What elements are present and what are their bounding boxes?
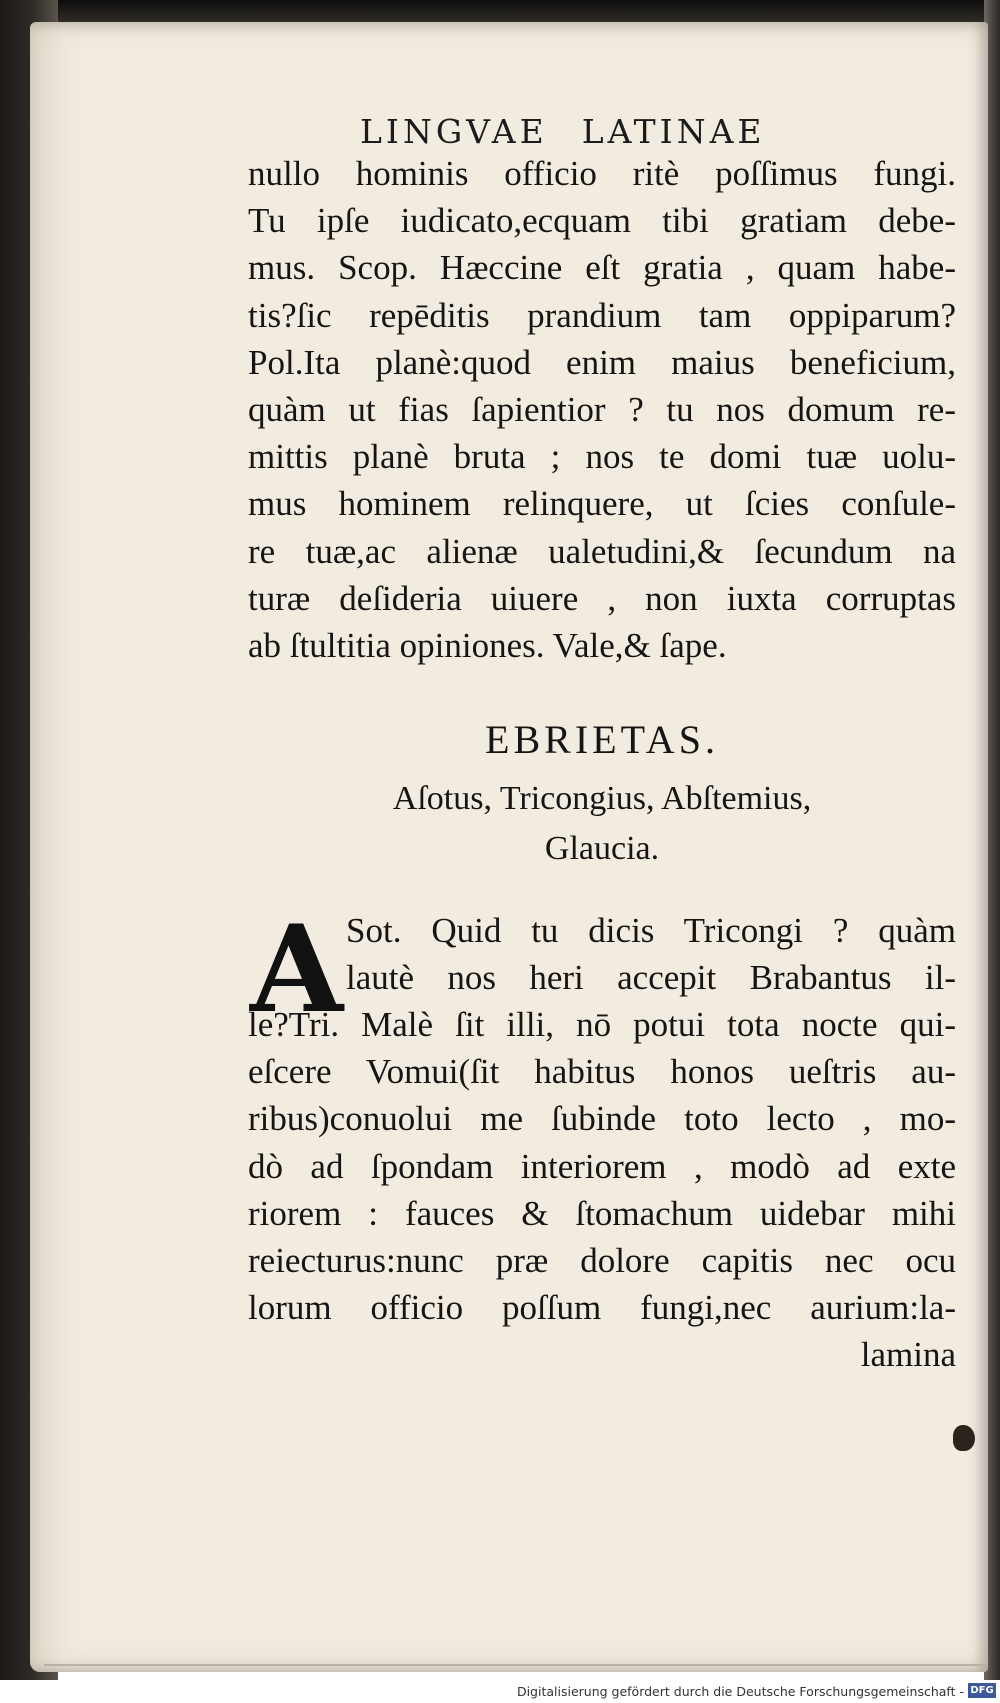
running-head xyxy=(360,112,830,151)
paragraph-1 xyxy=(248,150,956,669)
paragraph-2-indented xyxy=(346,907,956,1001)
text-line: riorem : fauces & ſtomachum uidebar mihi xyxy=(248,1193,956,1233)
text-line: quàm ut fias ſapientior ? tu nos domum re- xyxy=(248,390,956,430)
page-edge-line xyxy=(44,1664,988,1666)
speaker-line: Aſotus, Tricongius, Abſtemius, xyxy=(392,780,812,817)
text-line: le?Tri. Malè ſit illi, nō potui tota nocte qui- xyxy=(248,1005,956,1044)
text-line: Tu ipſe iudicato,ecquam tibi gratiam debe- xyxy=(248,201,956,241)
text-line: mus. Scop. Hæccine eſt gratia , quam habe- xyxy=(248,248,956,288)
paragraph-2 xyxy=(248,1001,956,1379)
speaker-line: Glaucia. xyxy=(544,830,660,867)
text-line: Sot. Quid tu dicis Tricongi ? quàm xyxy=(346,911,956,950)
text-line: reiecturus:nunc præ dolore capitis nec ocu xyxy=(248,1241,956,1281)
text-line: mittis planè bruta ; nos te domi tuæ uolu- xyxy=(248,437,956,477)
text-line: eſcere Vomui(ſit habitus honos ueſtris au- xyxy=(248,1052,956,1092)
drop-cap: A xyxy=(250,899,344,1040)
funding-credit: Digitalisierung gefördert durch die Deutsche Forschungsgemeinschaft - xyxy=(516,1684,964,1699)
text-line: ribus)conuolui me ſubinde toto lecto , mo- xyxy=(248,1099,956,1139)
text-line: ab ſtultitia opiniones. Vale,& ſape. xyxy=(248,626,727,666)
footer-bar xyxy=(0,1680,1000,1703)
text-line: lautè nos heri accepit Brabantus il- xyxy=(346,958,956,998)
running-head-word-1: LINGVAE xyxy=(360,112,548,151)
text-line: Pol.Ita planè:quod enim maius beneficium, xyxy=(248,342,956,382)
text-line: nullo hominis officio ritè poſſimus fungi. xyxy=(248,154,956,193)
text-line: tis?ſic repēditis prandium tam oppiparum? xyxy=(248,295,956,335)
text-line: turæ deſideria uiuere , non iuxta corruptas xyxy=(248,578,956,618)
text-line: dò ad ſpondam interiorem , modò ad exte xyxy=(248,1146,956,1186)
text-line: re tuæ,ac alienæ ualetudini,& ſecundum na xyxy=(248,531,956,571)
speaker-list xyxy=(248,774,956,874)
text-line: mus hominem relinquere, ut ſcies conſule- xyxy=(248,484,956,524)
text-line: lorum officio poſſum fungi,nec aurium:la- xyxy=(248,1288,956,1328)
dfg-logo-icon: DFG xyxy=(968,1683,996,1698)
running-head-word-2: LATINAE xyxy=(581,112,766,151)
catchword: lamina xyxy=(860,1335,956,1375)
ink-blot xyxy=(953,1425,975,1451)
section-title: EBRIETAS. xyxy=(485,717,719,762)
